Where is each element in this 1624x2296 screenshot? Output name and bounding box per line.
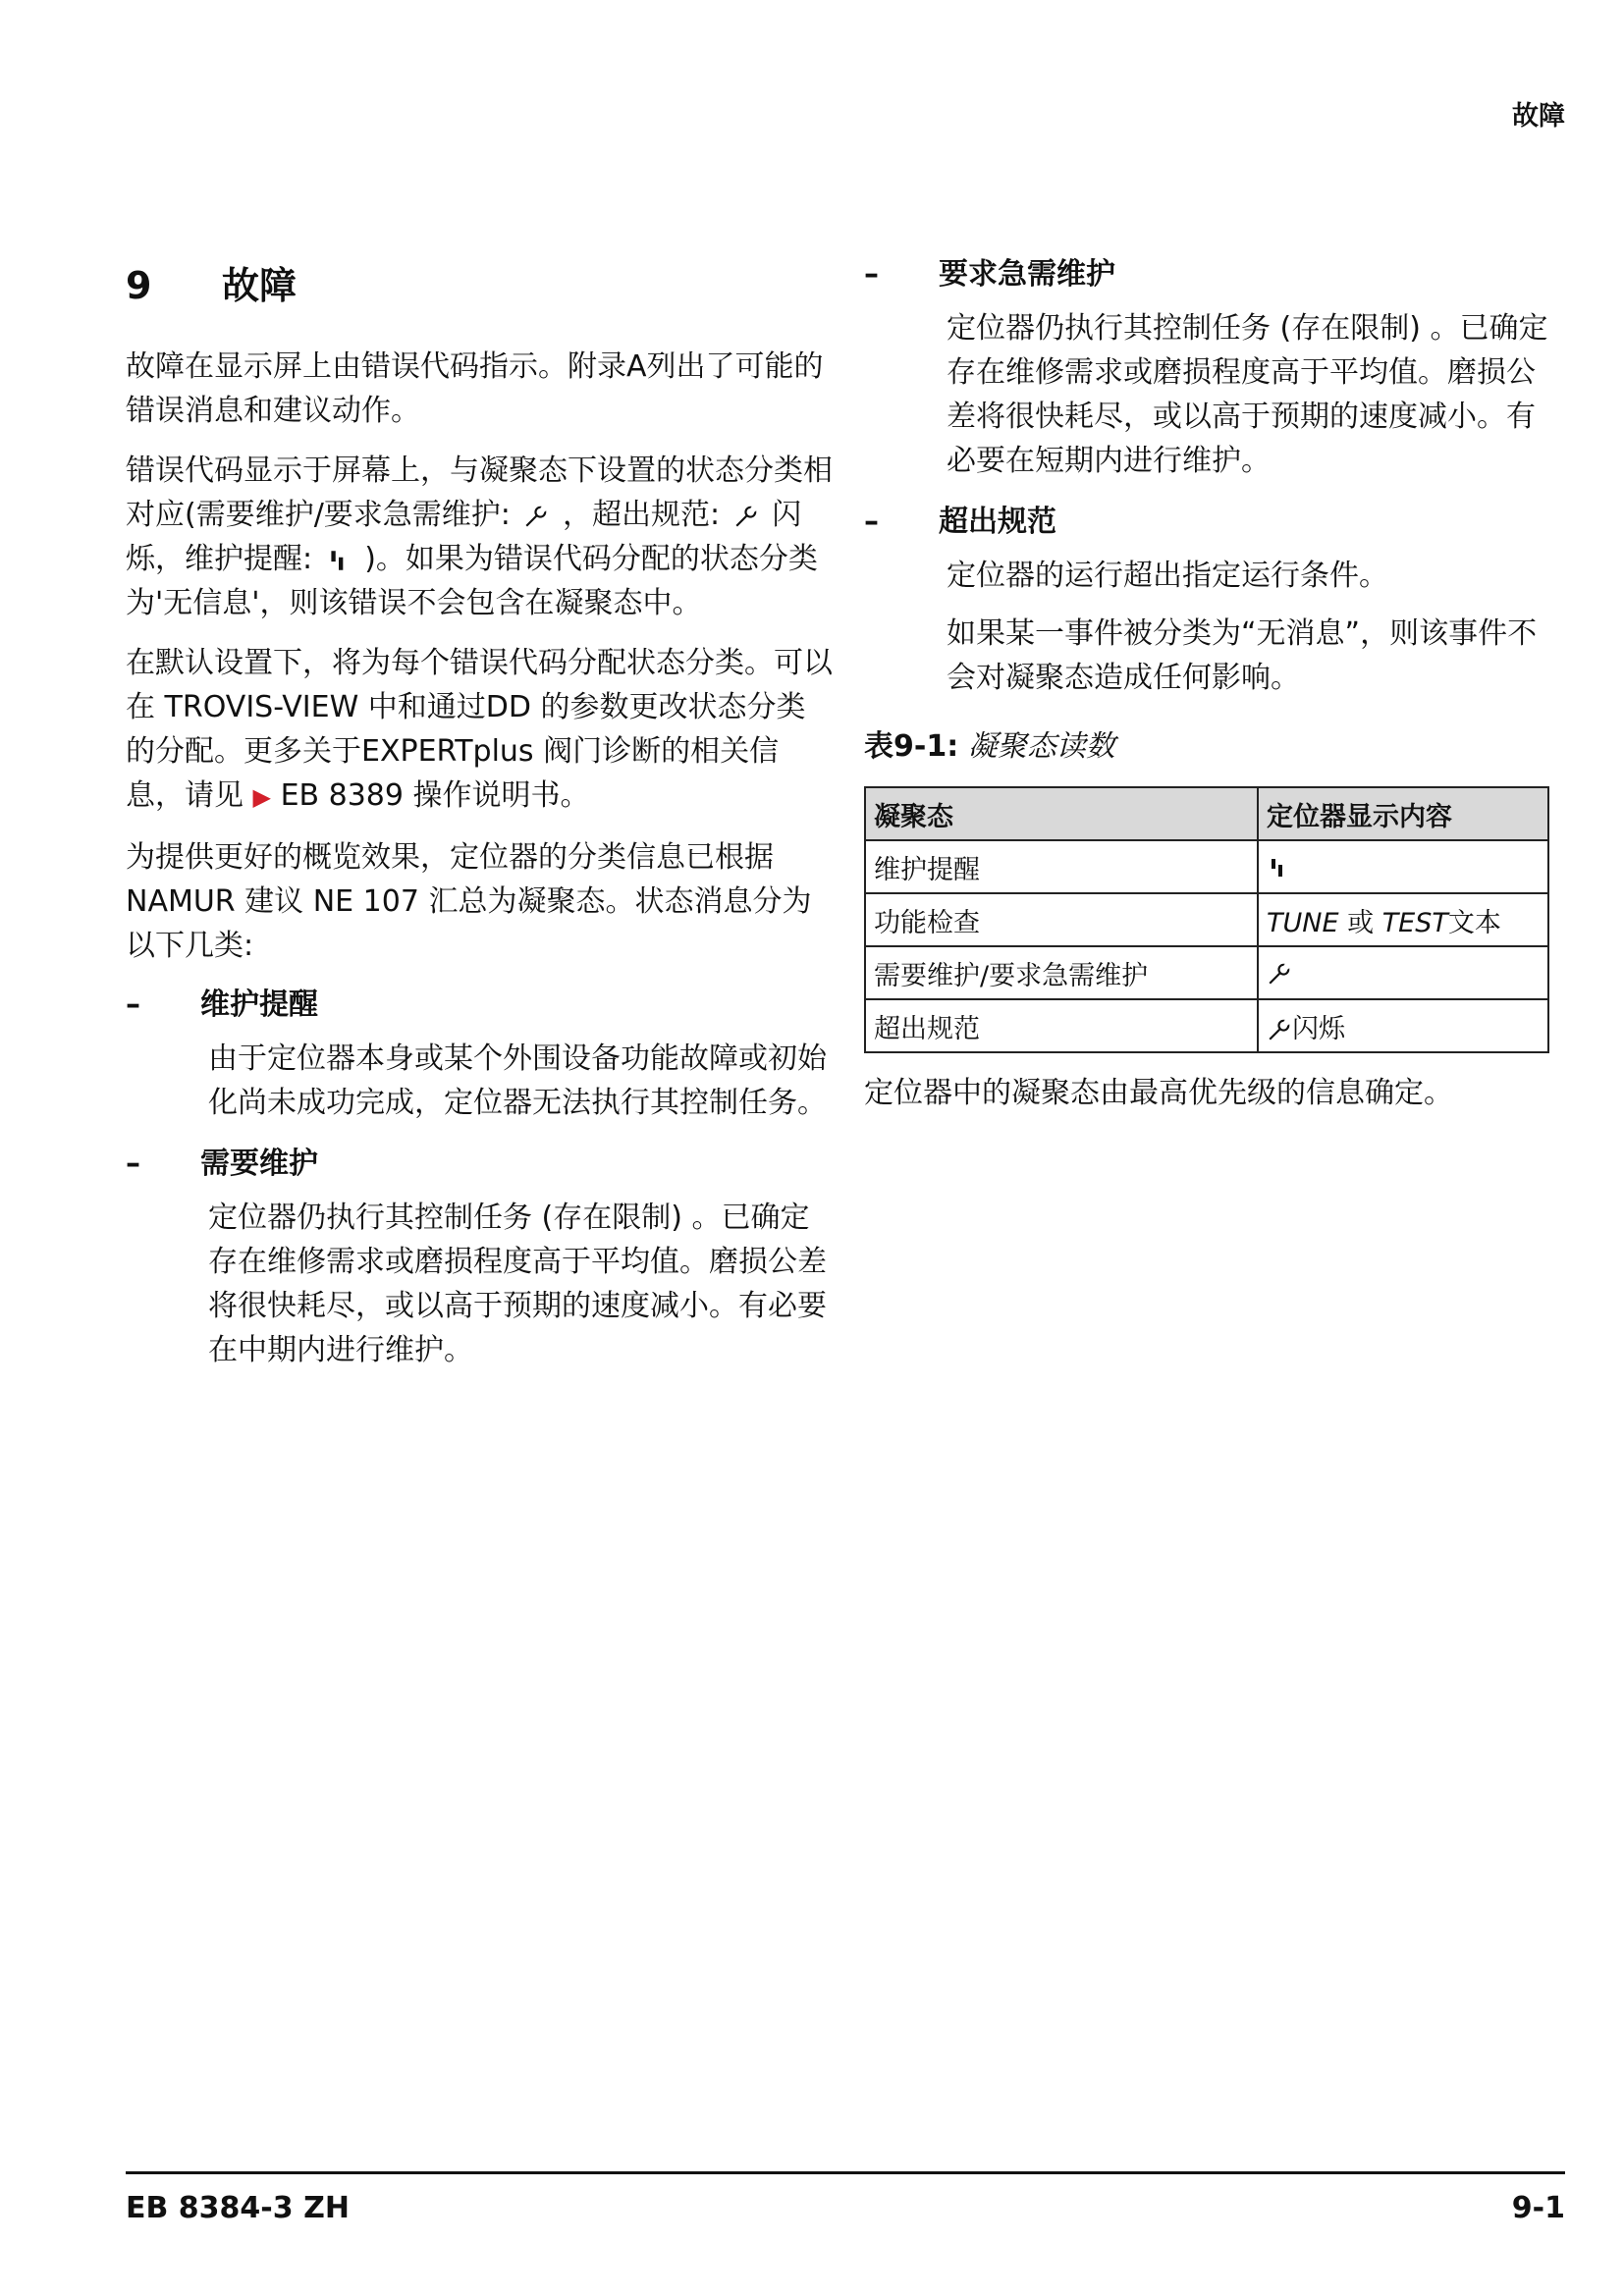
p2-text-3: 闪烁，维护提醒: [126,498,802,576]
table-cell-tune: TUNE [1267,907,1339,938]
table-cell-state: 超出规范 [865,999,1258,1052]
doc-reference-link[interactable]: EB 8389 操作说明书。 [280,778,590,813]
list-item-title: 维护提醒 [200,988,318,1022]
list-item [126,1143,833,1372]
paragraph-error-codes [126,449,833,625]
table-row [865,999,1548,1052]
table-header-row [865,787,1548,840]
p3-text-1: 在默认设置下，将为每个错误代码分配状态分类。可以在 TROVIS-VIEW 中和通过DD 的参数更改状态分类的分配。更多关于EXPERTplus 阀门诊断的相关信息，请见 [126,646,833,813]
table-cell-state: 功能检查 [865,893,1258,946]
list-item-body [864,554,1557,700]
condensed-state-table [864,786,1549,1053]
wrench-icon [1267,961,1292,987]
table-row [865,840,1548,893]
footer-divider [126,2171,1565,2174]
p2-text-1: 错误代码显示于屏幕上，与凝聚态下设置的状态分类相对应(需要维护/要求急需维护: [126,454,833,532]
list-item [864,501,1557,700]
arrow-right-icon: ▶ [252,783,272,811]
table-caption-label: 表9-1: [864,729,959,764]
list-item-body: 定位器仍执行其控制任务 (存在限制) 。已确定存在维修需求或磨损程度高于平均值。磨损公差将很快耗尽，或以高于预期的速度减小。有必要在中期内进行维护。 [208,1201,827,1367]
chapter-title: 故障 [222,264,298,307]
list-dash: – [126,1147,140,1181]
table-cell-or: 或 [1338,907,1382,938]
table-cell-text: 文本 [1447,907,1501,938]
wrench-icon [1267,1017,1292,1042]
list-item-body: 由于定位器本身或某个外围设备功能故障或初始化尚未成功完成，定位器无法执行其控制任务。 [208,1041,827,1120]
footer-page-number: 9-1 [1511,2191,1565,2225]
chapter-heading [126,255,833,309]
list-dash: – [126,988,140,1022]
table-cell-state: 维护提醒 [865,840,1258,893]
table-row [865,893,1548,946]
list-item-body: 定位器仍执行其控制任务 (存在限制) 。已确定存在维修需求或磨损程度高于平均值。磨损公差将很快耗尽，或以高于预期的速度减小。有必要在短期内进行维护。 [947,311,1548,478]
table-cell-test: TEST [1381,907,1448,938]
list-item [126,984,833,1125]
footer-doc-number: EB 8384-3 ZH [126,2191,350,2225]
maintenance-alarm-icon [1267,855,1290,881]
table-header-cell: 凝聚态 [865,787,1258,840]
table-cell-state: 需要维护/要求急需维护 [865,946,1258,999]
list-dash: – [864,257,879,292]
left-column [126,245,833,1390]
paragraph-after-table: 定位器中的凝聚态由最高优先级的信息确定。 [864,1076,1453,1110]
paragraph-overview: 为提供更好的概览效果，定位器的分类信息已根据 NAMUR 建议 NE 107 汇总为凝聚态。状态消息分为以下几类: [126,840,812,963]
list-item-title: 要求急需维护 [939,257,1115,292]
header-section-title: 故障 [1512,101,1565,132]
chapter-number: 9 [126,264,152,307]
table-caption [864,721,1557,765]
paragraph-default-settings [126,641,833,820]
list-item-title: 超出规范 [939,505,1056,539]
table-cell-display [1258,840,1548,893]
list-item [864,253,1557,483]
table-header-cell: 定位器显示内容 [1258,787,1548,840]
list-dash: – [864,505,879,539]
table-cell-display [1258,946,1548,999]
list-item-title: 需要维护 [200,1147,318,1181]
table-cell-text: 闪烁 [1292,1013,1345,1044]
p2-text-2: ，超出规范: [563,498,721,532]
table-caption-text: 凝聚态读数 [967,729,1115,764]
maintenance-alarm-icon [326,548,352,573]
p2-text-4: )。如果为错误代码分配的状态分类为'无信息'，则该错误不会包含在凝聚态中。 [126,542,818,620]
wrench-icon [733,504,759,529]
paragraph-intro: 故障在显示屏上由错误代码指示。附录A列出了可能的错误消息和建议动作。 [126,349,824,428]
table-cell-display [1258,893,1548,946]
table-cell-display [1258,999,1548,1052]
table-row [865,946,1548,999]
right-column [864,245,1557,1131]
wrench-icon [523,504,549,529]
list-item-body-text: 如果某一事件被分类为“无消息”，则该事件不会对凝聚态造成任何影响。 [947,616,1538,695]
list-item-body-text: 定位器的运行超出指定运行条件。 [947,559,1388,593]
